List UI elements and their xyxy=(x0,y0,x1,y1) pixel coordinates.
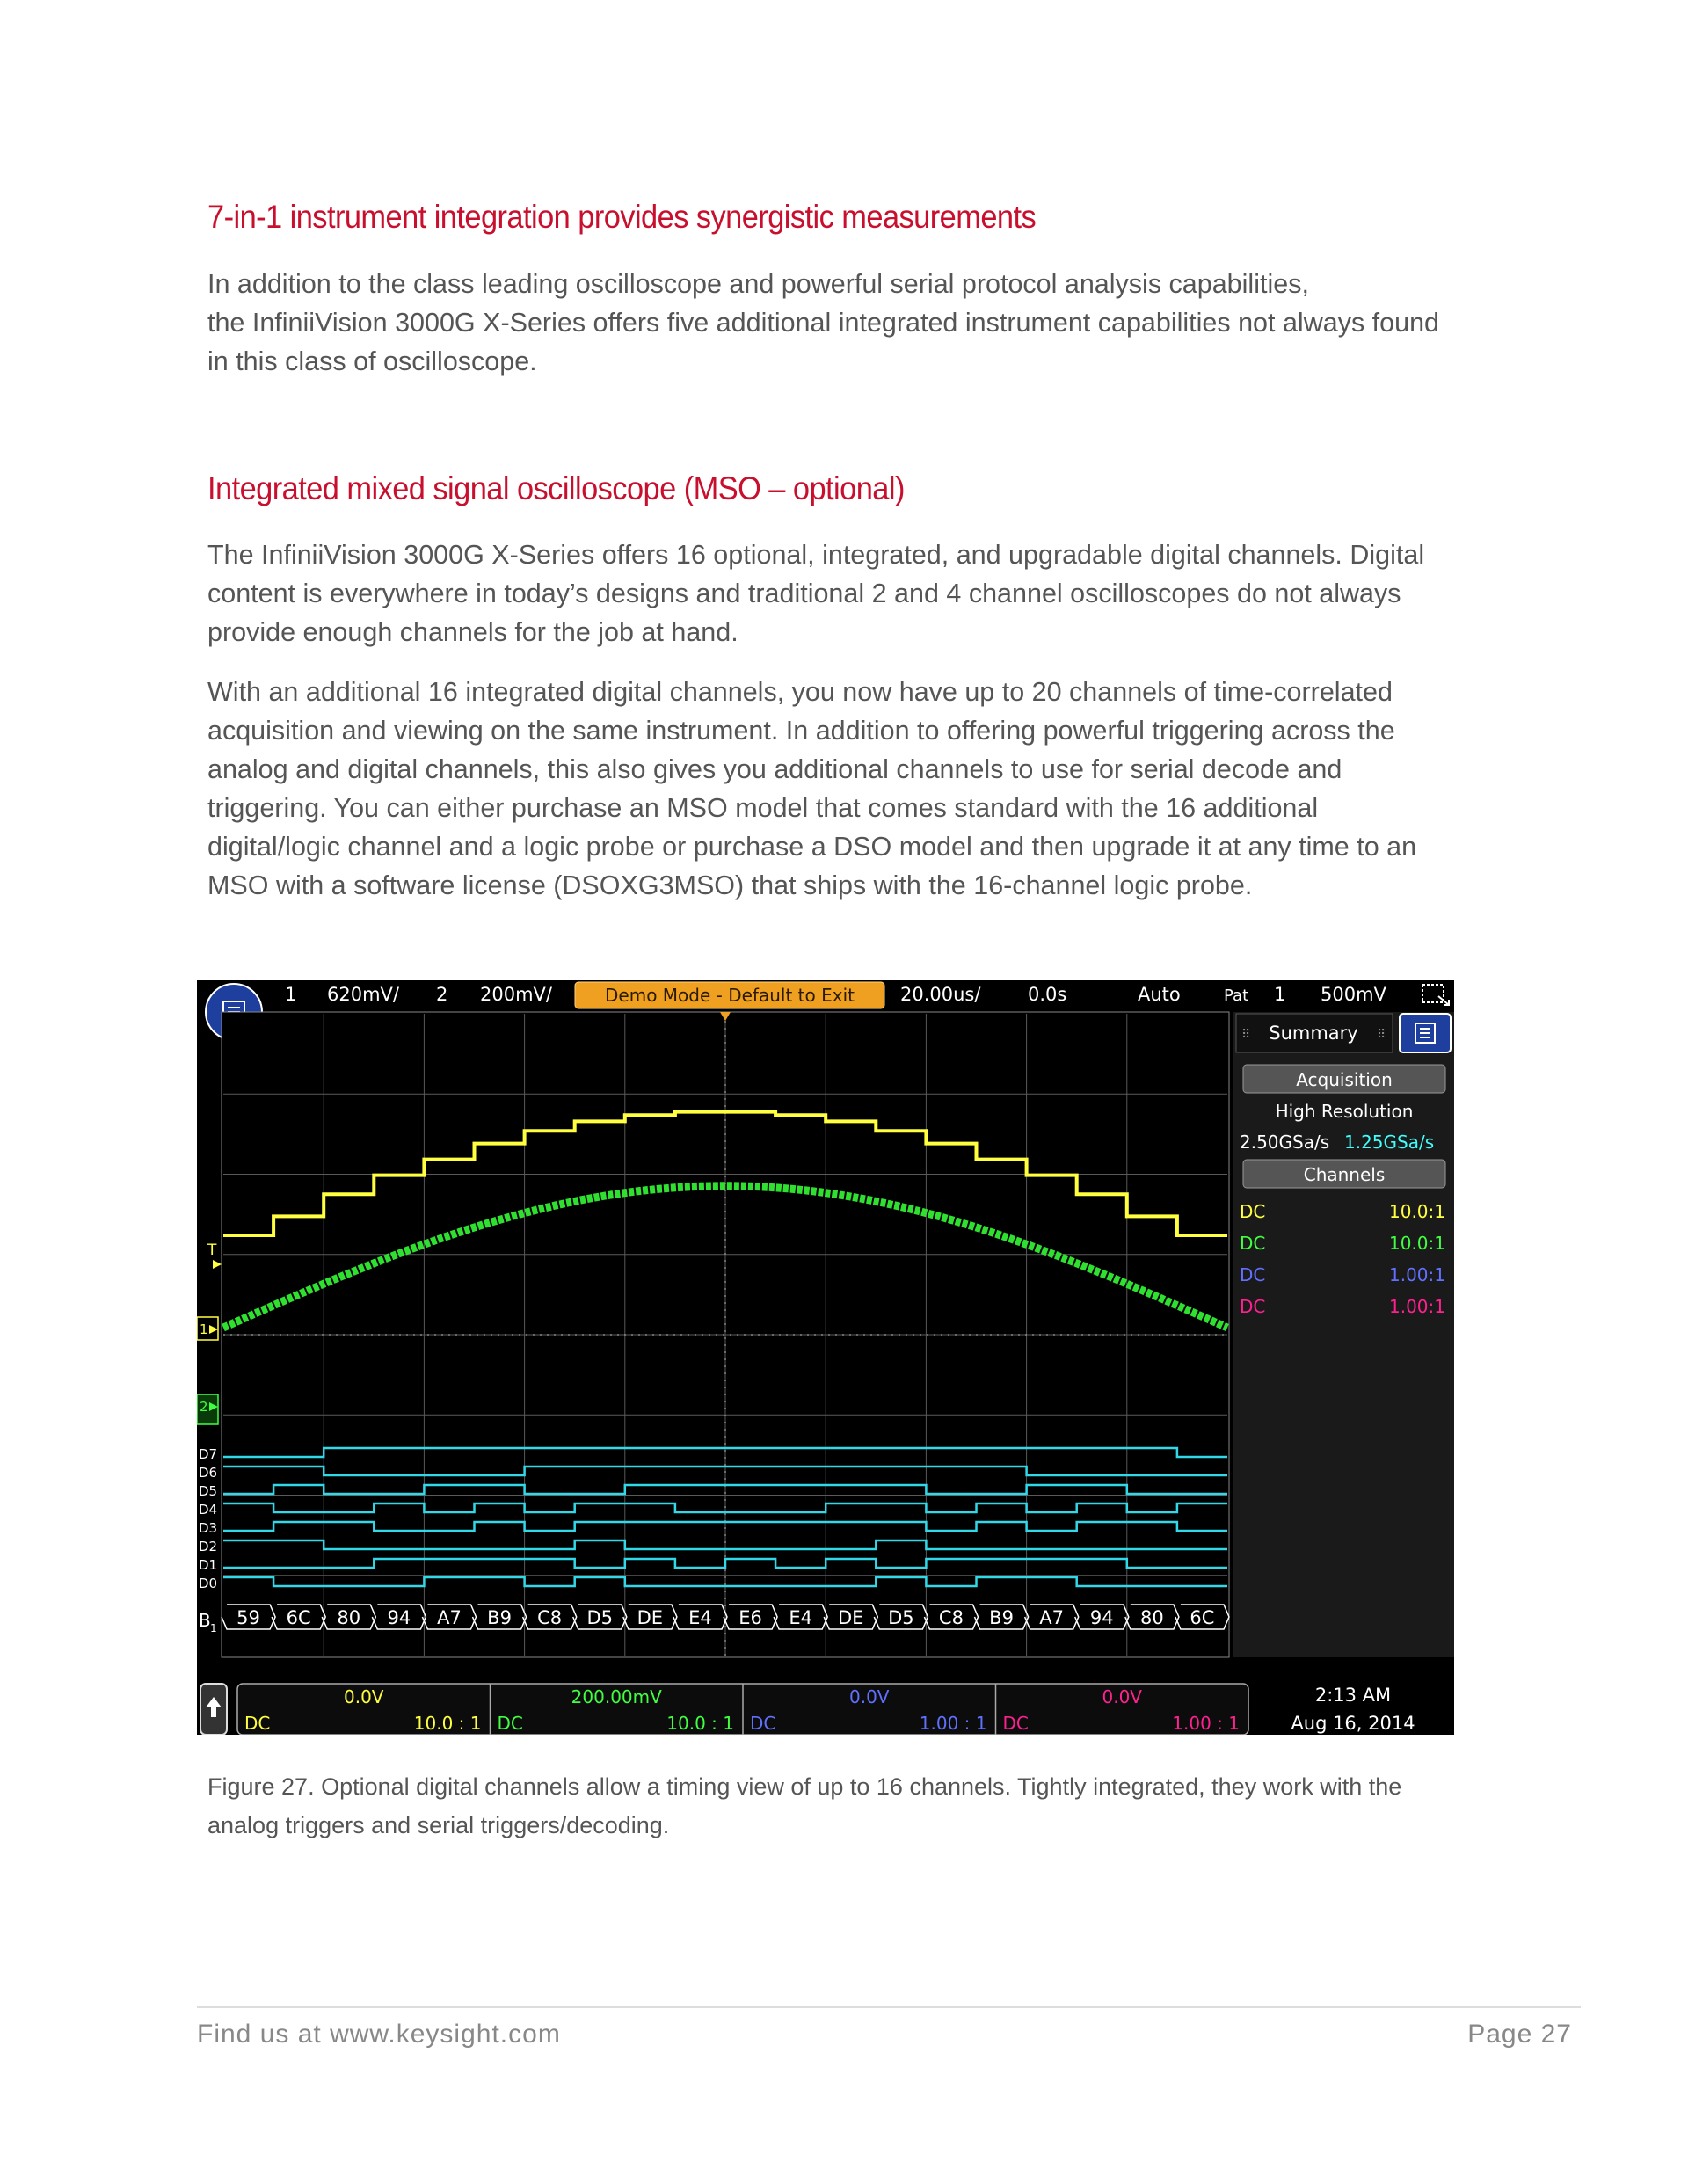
side-channel-coupling: DC xyxy=(1240,1201,1266,1222)
demo-mode-button[interactable] xyxy=(575,982,884,1008)
caption-line: analog triggers and serial triggers/decoding. xyxy=(207,1812,670,1838)
bottom-channel-offset: 200.00mV xyxy=(571,1686,662,1707)
svg-text:⠿: ⠿ xyxy=(1377,1028,1386,1042)
paragraph-line: With an additional 16 integrated digital channels, you now have up to 20 channels of time-correlated xyxy=(207,677,1393,707)
ch1-number: 1 xyxy=(285,984,297,1005)
bottom-channel-ratio: 1.00 : 1 xyxy=(1172,1713,1240,1734)
side-channel-ratio: 10.0:1 xyxy=(1389,1233,1445,1254)
ch2-number: 2 xyxy=(436,984,448,1005)
paragraph-line: triggering. You can either purchase an MSO model that comes standard with the 16 additional xyxy=(207,793,1319,823)
bottom-channel-coupling: DC xyxy=(497,1713,523,1734)
section-paragraph-mso-2 xyxy=(207,673,1500,905)
bus-value: A7 xyxy=(1039,1607,1065,1628)
bus-value: 94 xyxy=(1089,1607,1114,1628)
bus-value: E4 xyxy=(688,1607,712,1628)
digital-channel-label: D6 xyxy=(199,1465,218,1481)
footer-website[interactable]: Find us at www.keysight.com xyxy=(197,2020,561,2049)
bus-value: E4 xyxy=(789,1607,812,1628)
footer-divider xyxy=(197,2006,1581,2008)
paragraph-line: digital/logic channel and a logic probe or purchase a DSO model and then upgrade it at any time to an xyxy=(207,832,1417,862)
demo-mode-label: Demo Mode - Default to Exit xyxy=(605,985,855,1006)
ch1-scale[interactable]: 620mV/ xyxy=(327,984,399,1005)
paragraph-line: content is everywhere in today’s designs and traditional 2 and 4 channel oscilloscopes do not always xyxy=(207,579,1401,608)
trigger-source: Pat xyxy=(1224,986,1249,1005)
bottom-channel-offset: 0.0V xyxy=(1102,1686,1142,1707)
svg-text:2: 2 xyxy=(200,1399,208,1415)
digital-channel-label: D3 xyxy=(199,1520,218,1536)
bus-value: B9 xyxy=(487,1607,512,1628)
digital-channel-label: D4 xyxy=(199,1502,218,1518)
bottom-channel-coupling: DC xyxy=(750,1713,776,1734)
section-paragraph-mso-1 xyxy=(207,535,1500,652)
digital-channel-label: D7 xyxy=(199,1446,218,1462)
bus-value: 59 xyxy=(236,1607,260,1628)
bus-value: 6C xyxy=(1190,1607,1215,1628)
summary-title: Summary xyxy=(1269,1023,1358,1044)
sample-rate-1: 2.50GSa/s xyxy=(1240,1132,1330,1153)
bottom-channel-bar xyxy=(197,1675,1454,1735)
section-paragraph-integration xyxy=(207,265,1500,381)
summary-menu-button[interactable] xyxy=(1400,1014,1451,1052)
figure-caption xyxy=(207,1767,1491,1845)
bus-value: 94 xyxy=(387,1607,411,1628)
bottom-channel-ratio: 1.00 : 1 xyxy=(919,1713,987,1734)
section-heading-integration: 7-in-1 instrument integration provides synergistic measurements xyxy=(207,199,1037,235)
svg-text:Channels: Channels xyxy=(1303,1164,1386,1185)
digital-channel-label: D0 xyxy=(199,1576,218,1591)
bottom-channel-offset: 0.0V xyxy=(344,1686,384,1707)
bus-value: C8 xyxy=(537,1607,563,1628)
bus-value: 80 xyxy=(1139,1607,1164,1628)
paragraph-line: MSO with a software license (DSOXG3MSO) that ships with the 16-channel logic probe. xyxy=(207,870,1253,900)
bottom-channel-ratio: 10.0 : 1 xyxy=(666,1713,734,1734)
paragraph-line: provide enough channels for the job at hand. xyxy=(207,617,738,647)
paragraph-line: In addition to the class leading oscilloscope and powerful serial protocol analysis capabilities, xyxy=(207,269,1309,299)
paragraph-line: the InfiniiVision 3000G X-Series offers five additional integrated instrument capabilities not always found xyxy=(207,308,1439,338)
trigger-level-marker: T xyxy=(207,1241,217,1259)
sample-rate-2: 1.25GSa/s xyxy=(1344,1132,1435,1153)
bottom-channel-ratio: 10.0 : 1 xyxy=(413,1713,482,1734)
waveform-display xyxy=(222,1012,1229,1657)
acquisition-mode: High Resolution xyxy=(1275,1101,1414,1122)
trigger-level[interactable]: 500mV xyxy=(1321,984,1386,1005)
clock-time: 2:13 AM xyxy=(1314,1685,1392,1706)
paragraph-line: The InfiniiVision 3000G X-Series offers 16 optional, integrated, and upgradable digital channels. Digital xyxy=(207,540,1425,570)
delay[interactable]: 0.0s xyxy=(1028,984,1067,1005)
paragraph-line: acquisition and viewing on the same instrument. In addition to offering powerful triggering across the xyxy=(207,716,1395,746)
digital-channel-label: D5 xyxy=(199,1483,218,1499)
paragraph-line: in this class of oscilloscope. xyxy=(207,346,537,376)
side-channel-ratio: 1.00:1 xyxy=(1389,1296,1445,1317)
bus-value: DE xyxy=(838,1607,864,1628)
bus-value: E6 xyxy=(738,1607,762,1628)
ch2-scale[interactable]: 200mV/ xyxy=(480,984,552,1005)
side-channel-ratio: 10.0:1 xyxy=(1389,1201,1445,1222)
trigger-mode[interactable]: Auto xyxy=(1138,984,1181,1005)
bus-value: C8 xyxy=(938,1607,964,1628)
svg-text:⠿: ⠿ xyxy=(1241,1028,1251,1042)
bottom-channel-coupling: DC xyxy=(1002,1713,1029,1734)
bottom-channel-offset: 0.0V xyxy=(849,1686,890,1707)
softkey-up-button[interactable] xyxy=(200,1684,227,1735)
bus-marker-subscript: 1 xyxy=(210,1622,217,1634)
bus-value: D5 xyxy=(586,1607,614,1628)
svg-text:1: 1 xyxy=(200,1321,208,1337)
svg-text:Acquisition: Acquisition xyxy=(1296,1069,1393,1090)
side-channel-ratio: 1.00:1 xyxy=(1389,1264,1445,1285)
caption-line: Figure 27. Optional digital channels allow a timing view of up to 16 channels. Tightly integrated, they work with the xyxy=(207,1773,1402,1800)
bus-value: 6C xyxy=(286,1607,311,1628)
timebase[interactable]: 20.00us/ xyxy=(900,984,981,1005)
side-channel-coupling: DC xyxy=(1240,1296,1266,1317)
bus-value: D5 xyxy=(888,1607,914,1628)
bus-marker: B xyxy=(199,1610,211,1631)
paragraph-line: analog and digital channels, this also gives you additional channels to use for serial decode and xyxy=(207,754,1342,784)
page-number: Page 27 xyxy=(1467,2020,1572,2049)
oscilloscope-screenshot xyxy=(197,980,1454,1735)
bus-value: DE xyxy=(637,1607,664,1628)
bus-value: 80 xyxy=(337,1607,361,1628)
bus-value: B9 xyxy=(989,1607,1014,1628)
section-heading-mso: Integrated mixed signal oscilloscope (MSO – optional) xyxy=(207,470,905,506)
side-channel-coupling: DC xyxy=(1240,1233,1266,1254)
summary-side-panel xyxy=(1233,1012,1454,1657)
clock-date: Aug 16, 2014 xyxy=(1291,1713,1415,1734)
side-channel-coupling: DC xyxy=(1240,1264,1266,1285)
bottom-channel-coupling: DC xyxy=(244,1713,271,1734)
trigger-number: 1 xyxy=(1274,984,1286,1005)
digital-channel-label: D2 xyxy=(199,1539,218,1554)
digital-channel-label: D1 xyxy=(199,1557,218,1573)
bus-value: A7 xyxy=(437,1607,462,1628)
